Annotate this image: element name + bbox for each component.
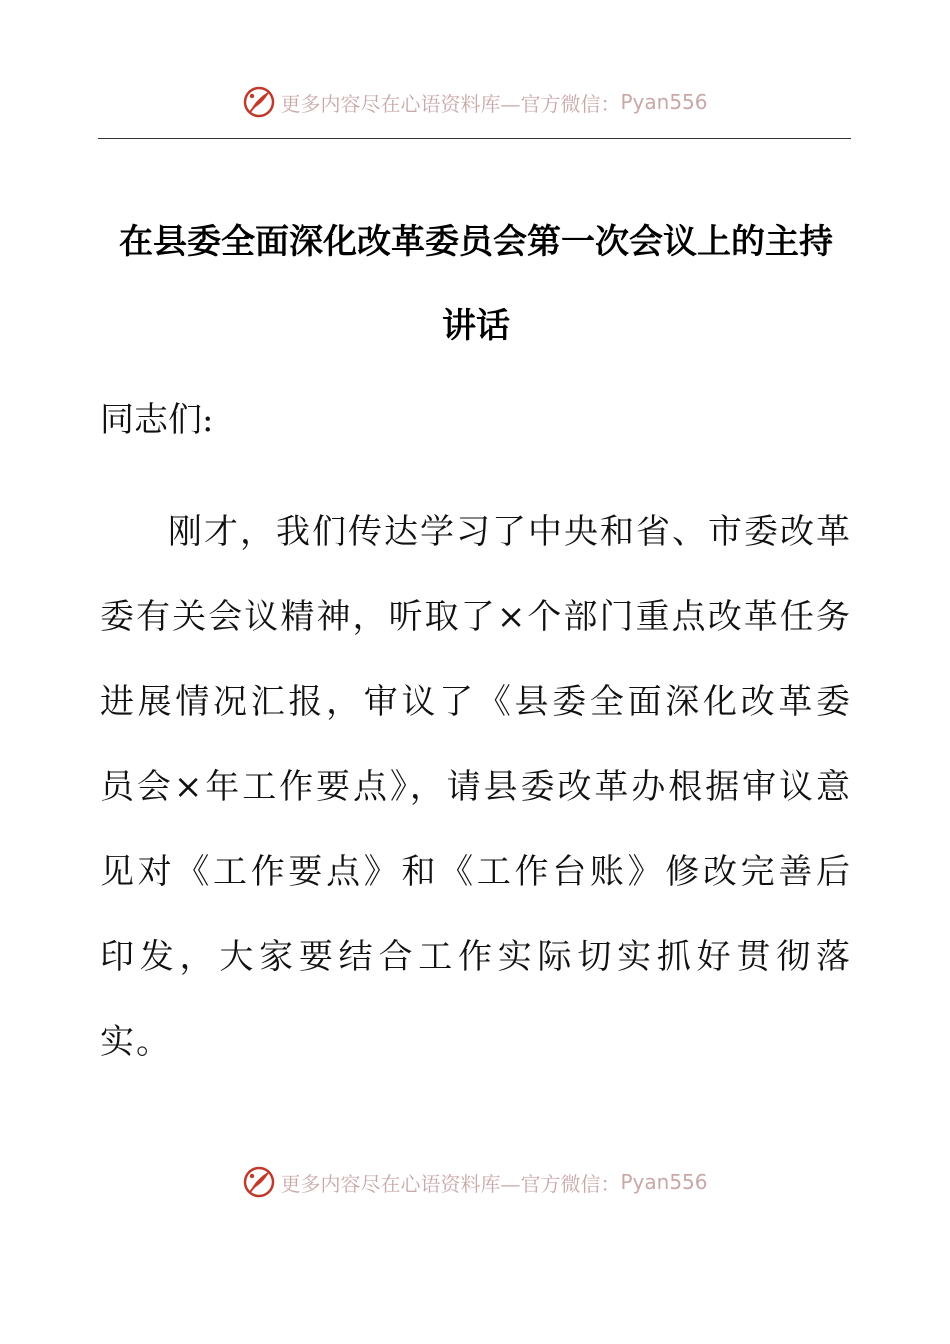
header-banner bbox=[0, 80, 950, 124]
body-paragraph: 刚才，我们传达学习了中央和省、市委改革委有关会议精神，听取了×个部门重点改革任务进展情况汇报，审议了《县委全面深化改革委员会×年工作要点》，请县委改革办根据审议意见对《工作要点》和《工作台账》修改完善后印发，大家要结合工作实际切实抓好贯彻落实。 bbox=[100, 512, 852, 1062]
wechat-id: Pyan556 bbox=[620, 1170, 708, 1194]
quill-logo-icon bbox=[242, 85, 276, 119]
banner-slogan: 更多内容尽在心语资料库—官方微信： bbox=[280, 91, 621, 116]
document-title bbox=[100, 200, 852, 368]
quill-logo-icon bbox=[242, 1165, 276, 1199]
title-line-2: 讲话 bbox=[442, 306, 510, 346]
footer-banner bbox=[0, 1160, 950, 1204]
salutation: 同志们: bbox=[100, 400, 214, 440]
banner-slogan: 更多内容尽在心语资料库—官方微信： bbox=[280, 1171, 621, 1196]
wechat-id: Pyan556 bbox=[620, 90, 708, 114]
title-line-1: 在县委全面深化改革委员会第一次会议上的主持 bbox=[119, 222, 833, 262]
header-divider bbox=[98, 138, 851, 139]
